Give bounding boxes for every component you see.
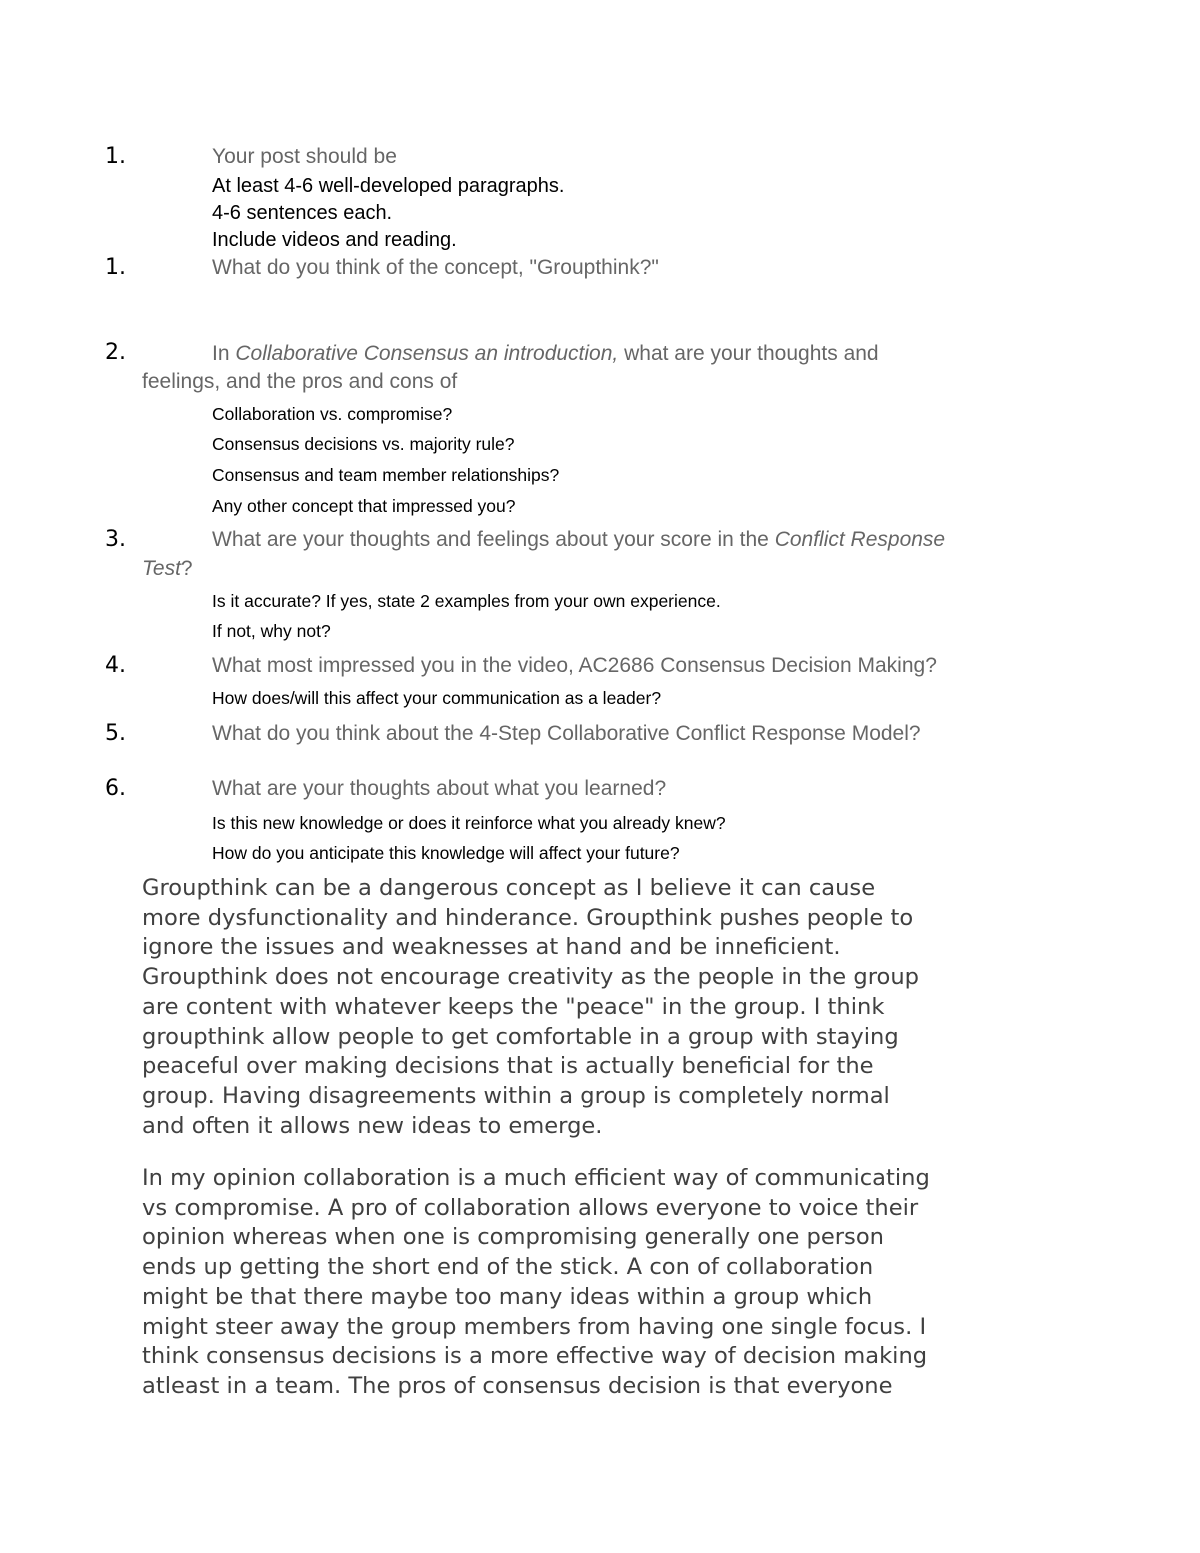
answer-line: more dysfunctionality and hinderance. Groupthink pushes people to bbox=[142, 904, 914, 931]
question-text-continued: feelings, and the pros and cons of bbox=[142, 370, 458, 393]
sub-question: Consensus decisions vs. majority rule? bbox=[212, 434, 515, 454]
sub-question: Consensus and team member relationships? bbox=[212, 465, 560, 485]
reading-title: Collaborative Consensus an introduction, bbox=[235, 342, 619, 365]
requirement-line: At least 4-6 well-developed paragraphs. bbox=[212, 175, 565, 197]
answer-line: think consensus decisions is a more effective way of decision making bbox=[142, 1343, 928, 1370]
answer-line: atleast in a team. The pros of consensus decision is that everyone bbox=[142, 1372, 893, 1399]
question-text-part: In bbox=[212, 342, 236, 365]
answer-line: vs compromise. A pro of collaboration allows everyone to voice their bbox=[142, 1194, 919, 1221]
question-text: What most impressed you in the video, AC2686 Consensus Decision Making? bbox=[212, 654, 937, 677]
answer-line: Groupthink does not encourage creativity as the people in the group bbox=[142, 964, 920, 991]
question-text: Your post should be bbox=[212, 145, 397, 168]
answer-line: In my opinion collaboration is a much efficient way of communicating bbox=[142, 1165, 930, 1191]
question-text: What do you think about the 4-Step Collaborative Conflict Response Model? bbox=[212, 722, 921, 745]
requirement-line: Include videos and reading. bbox=[212, 229, 457, 251]
sub-question: How does/will this affect your communication as a leader? bbox=[212, 688, 662, 708]
answer-line: ends up getting the short end of the stick. A con of collaboration bbox=[142, 1254, 874, 1281]
question-text: What are your thoughts about what you learned? bbox=[212, 777, 667, 800]
answer-line: might be that there maybe too many ideas within a group which bbox=[142, 1283, 873, 1310]
list-number: 1. bbox=[105, 144, 126, 169]
test-title-continued: Test bbox=[142, 557, 181, 580]
answer-line: peaceful over making decisions that is actually beneficial for the bbox=[142, 1053, 874, 1080]
question-text-continued bbox=[142, 557, 193, 581]
list-number: 6. bbox=[105, 776, 126, 801]
answer-paragraph-groupthink bbox=[142, 874, 919, 1141]
sub-question: Is this new knowledge or does it reinforce what you already knew? bbox=[212, 813, 726, 833]
question-text bbox=[212, 342, 879, 366]
answer-line: are content with whatever keeps the "peace" in the group. I think bbox=[142, 993, 885, 1020]
sub-question: How do you anticipate this knowledge will affect your future? bbox=[212, 843, 680, 863]
question-text-part: ? bbox=[180, 557, 193, 580]
answer-line: Groupthink can be a dangerous concept as I believe it can cause bbox=[142, 875, 876, 901]
question-text-part: what are your thoughts and bbox=[618, 342, 879, 365]
test-title: Conflict Response bbox=[774, 528, 946, 551]
sub-question: Is it accurate? If yes, state 2 examples from your own experience. bbox=[212, 591, 721, 611]
answer-line: and often it allows new ideas to emerge. bbox=[142, 1112, 603, 1139]
answer-paragraph-collaboration bbox=[142, 1164, 930, 1402]
list-number: 3. bbox=[105, 527, 126, 552]
question-text bbox=[212, 528, 945, 552]
list-number: 4. bbox=[105, 653, 126, 678]
answer-line: might steer away the group members from having one single focus. I bbox=[142, 1313, 927, 1340]
list-number: 1. bbox=[105, 255, 126, 280]
sub-question: If not, why not? bbox=[212, 621, 331, 641]
list-number: 5. bbox=[105, 721, 126, 746]
answer-line: ignore the issues and weaknesses at hand and be inneficient. bbox=[142, 934, 841, 961]
list-number: 2. bbox=[105, 340, 126, 365]
answer-line: groupthink allow people to get comfortable in a group with staying bbox=[142, 1023, 899, 1050]
sub-question: Collaboration vs. compromise? bbox=[212, 404, 453, 424]
sub-question: Any other concept that impressed you? bbox=[212, 496, 516, 516]
requirement-line: 4-6 sentences each. bbox=[212, 202, 393, 224]
answer-line: opinion whereas when one is compromising generally one person bbox=[142, 1224, 884, 1251]
question-text-part: What are your thoughts and feelings about your score in the bbox=[212, 528, 775, 551]
question-text: What do you think of the concept, "Groupthink?" bbox=[212, 256, 659, 279]
answer-line: group. Having disagreements within a group is completely normal bbox=[142, 1082, 890, 1109]
